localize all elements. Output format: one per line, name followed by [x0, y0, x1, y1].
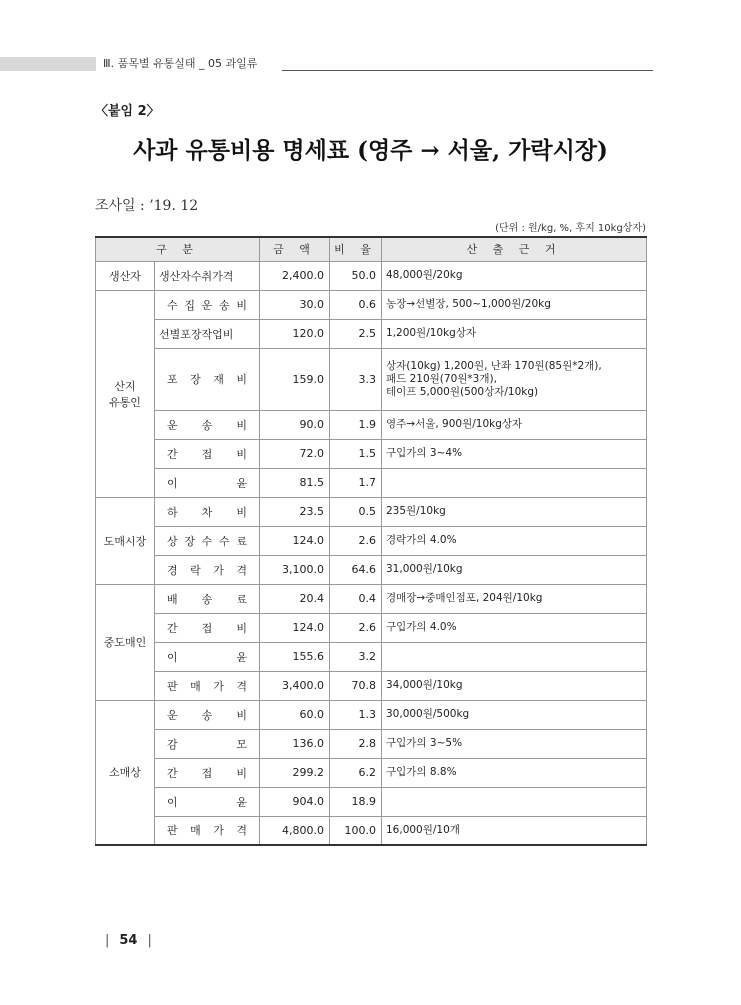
basis-cell: 30,000원/500kg: [382, 700, 647, 729]
amount-cell: 30.0: [260, 290, 330, 319]
group-producer: 생산자: [96, 261, 155, 290]
item-label: 이 윤: [167, 650, 247, 664]
item-label: 간 접 비: [167, 621, 247, 635]
item-cell: [155, 319, 260, 348]
ratio-cell: 18.9: [330, 787, 382, 816]
item-cell: [155, 584, 260, 613]
item-cell: [155, 758, 260, 787]
item-cell: [155, 348, 260, 410]
item-cell: [155, 261, 260, 290]
amount-cell: 155.6: [260, 642, 330, 671]
table-row: [96, 671, 647, 700]
cost-table: [95, 236, 647, 846]
amount-cell: 124.0: [260, 526, 330, 555]
item-cell: [155, 816, 260, 845]
table-row: [96, 642, 647, 671]
ratio-cell: 0.4: [330, 584, 382, 613]
table-row: [96, 729, 647, 758]
basis-cell: 경매장→중매인점포, 204원/10kg: [382, 584, 647, 613]
basis-cell: 구입가의 3~5%: [382, 729, 647, 758]
amount-cell: 23.5: [260, 497, 330, 526]
header-rule: [282, 70, 653, 71]
table-row: [96, 816, 647, 845]
ratio-cell: 2.6: [330, 613, 382, 642]
item-label: 이 윤: [167, 795, 247, 809]
header-bar: [0, 57, 96, 71]
ratio-cell: 2.5: [330, 319, 382, 348]
item-label: 배 송 료: [167, 592, 247, 606]
basis-cell: 16,000원/10개: [382, 816, 647, 845]
item-cell: [155, 468, 260, 497]
item-cell: [155, 671, 260, 700]
item-cell: [155, 410, 260, 439]
col-header-category: 구 분: [96, 237, 260, 261]
running-header: Ⅲ. 품목별 유통실태 _ 05 과일류: [103, 57, 258, 70]
table-row: [96, 261, 647, 290]
item-cell: [155, 526, 260, 555]
table-row: [96, 700, 647, 729]
item-label: 하 차 비: [167, 505, 247, 519]
table-row: [96, 439, 647, 468]
ratio-cell: 100.0: [330, 816, 382, 845]
amount-cell: 3,400.0: [260, 671, 330, 700]
basis-cell: 농장→선별장, 500~1,000원/20kg: [382, 290, 647, 319]
item-label: 운 송 비: [167, 418, 247, 432]
ratio-cell: 3.3: [330, 348, 382, 410]
ratio-cell: 6.2: [330, 758, 382, 787]
amount-cell: 159.0: [260, 348, 330, 410]
table-row: [96, 319, 647, 348]
basis-cell: 구입가의 3~4%: [382, 439, 647, 468]
basis-cell: 31,000원/10kg: [382, 555, 647, 584]
item-label: 간 접 비: [167, 766, 247, 780]
item-cell: [155, 555, 260, 584]
item-label: 운 송 비: [167, 708, 247, 722]
col-header-basis: 산 출 근 거: [382, 237, 647, 261]
amount-cell: 90.0: [260, 410, 330, 439]
amount-cell: 60.0: [260, 700, 330, 729]
page-number: 54: [119, 933, 138, 948]
item-label: 판 매 가 격: [167, 824, 247, 838]
group-intermediate-wholesaler: 중도매인: [96, 584, 155, 700]
table-row: [96, 555, 647, 584]
item-cell: [155, 439, 260, 468]
item-label: 경 락 가 격: [167, 563, 247, 577]
survey-date: 조사일 : ’19. 12: [95, 198, 199, 214]
group-retailer: 소매상: [96, 700, 155, 845]
amount-cell: 4,800.0: [260, 816, 330, 845]
item-cell: [155, 497, 260, 526]
col-header-ratio: 비 율: [330, 237, 382, 261]
amount-cell: 124.0: [260, 613, 330, 642]
item-label: 생산자수취가격: [159, 269, 234, 283]
amount-cell: 904.0: [260, 787, 330, 816]
ratio-cell: 0.5: [330, 497, 382, 526]
table-row: [96, 410, 647, 439]
basis-cell: 1,200원/10kg상자: [382, 319, 647, 348]
unit-note: (단위 : 원/kg, %, 후지 10kg상자): [495, 223, 646, 234]
basis-cell: [382, 468, 647, 497]
amount-cell: 120.0: [260, 319, 330, 348]
basis-cell: 48,000원/20kg: [382, 261, 647, 290]
item-label: 감 모: [167, 737, 247, 751]
ratio-cell: 1.7: [330, 468, 382, 497]
annex-label: 〈붙임 2〉: [95, 104, 160, 119]
ratio-cell: 1.9: [330, 410, 382, 439]
col-header-amount: 금 액: [260, 237, 330, 261]
item-cell: [155, 290, 260, 319]
item-cell: [155, 700, 260, 729]
table-row: [96, 584, 647, 613]
basis-cell: [382, 787, 647, 816]
item-cell: [155, 729, 260, 758]
basis-cell: [382, 642, 647, 671]
table-header-row: [96, 237, 647, 261]
group-wholesale-market: 도매시장: [96, 497, 155, 584]
page-footer: [95, 933, 162, 948]
ratio-cell: 64.6: [330, 555, 382, 584]
table-row: [96, 497, 647, 526]
basis-cell: 경락가의 4.0%: [382, 526, 647, 555]
table-row: [96, 758, 647, 787]
basis-cell: 34,000원/10kg: [382, 671, 647, 700]
basis-cell: 영주→서울, 900원/10kg상자: [382, 410, 647, 439]
ratio-cell: 1.3: [330, 700, 382, 729]
amount-cell: 299.2: [260, 758, 330, 787]
table-row: [96, 526, 647, 555]
table-row: [96, 787, 647, 816]
table-row: [96, 468, 647, 497]
amount-cell: 136.0: [260, 729, 330, 758]
item-label: 포 장 재 비: [167, 373, 247, 386]
footer-divider-right: |: [147, 933, 152, 948]
amount-cell: 20.4: [260, 584, 330, 613]
item-cell: [155, 613, 260, 642]
ratio-cell: 2.6: [330, 526, 382, 555]
ratio-cell: 2.8: [330, 729, 382, 758]
amount-cell: 81.5: [260, 468, 330, 497]
item-label: 판 매 가 격: [167, 679, 247, 693]
amount-cell: 72.0: [260, 439, 330, 468]
basis-cell: 구입가의 8.8%: [382, 758, 647, 787]
basis-cell: 235원/10kg: [382, 497, 647, 526]
footer-divider-left: |: [105, 933, 110, 948]
item-label: 선별포장작업비: [159, 327, 234, 341]
basis-cell: 상자(10kg) 1,200원, 난좌 170원(85원*2개), 패드 210원(70원*3개), 테이프 5,000원(500상자/10kg): [382, 348, 647, 410]
item-label: 이 윤: [167, 476, 247, 490]
item-label: 상 장 수 수 료: [167, 534, 247, 548]
item-cell: [155, 787, 260, 816]
table-row: [96, 348, 647, 410]
table-row: [96, 290, 647, 319]
item-label: 간 접 비: [167, 447, 247, 461]
amount-cell: 2,400.0: [260, 261, 330, 290]
table-row: [96, 613, 647, 642]
item-cell: [155, 642, 260, 671]
ratio-cell: 1.5: [330, 439, 382, 468]
page-title: 사과 유통비용 명세표 (영주 → 서울, 가락시장): [133, 137, 608, 164]
group-local-distributor: 산지 유통인: [96, 290, 155, 497]
basis-cell: 구입가의 4.0%: [382, 613, 647, 642]
ratio-cell: 3.2: [330, 642, 382, 671]
ratio-cell: 50.0: [330, 261, 382, 290]
ratio-cell: 70.8: [330, 671, 382, 700]
amount-cell: 3,100.0: [260, 555, 330, 584]
item-label: 수 집 운 송 비: [167, 298, 247, 312]
ratio-cell: 0.6: [330, 290, 382, 319]
